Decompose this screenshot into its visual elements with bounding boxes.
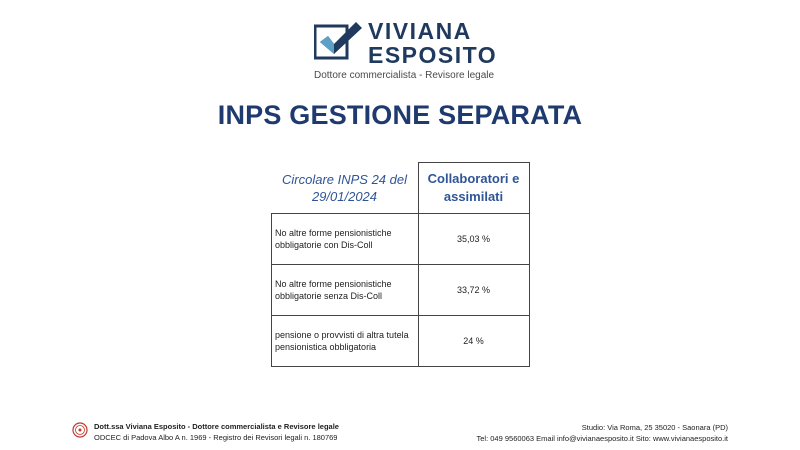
table-row [272,316,530,367]
row-label: No altre forme pensionistiche obbligatorie con Dis-Coll [272,214,419,265]
brand-logo [312,14,498,81]
row-value: 35,03 % [418,214,529,265]
row-label: No altre forme pensionistiche obbligatorie senza Dis-Coll [272,265,419,316]
footer-right [477,422,729,444]
row-value: 24 % [418,316,529,367]
table-header-row [272,163,530,214]
table-header-circolare: Circolare INPS 24 del 29/01/2024 [282,171,407,204]
table-row [272,265,530,316]
checkmark-logo-icon [314,20,364,62]
rates-table [271,162,530,367]
table-row [272,214,530,265]
logo-name-last: ESPOSITO [368,42,498,68]
row-value: 33,72 % [418,265,529,316]
table-header-collaboratori: Collaboratori e assimilati [418,163,529,214]
footer-contacts: Tel: 049 9560063 Email info@vivianaesposito.it Sito: www.vivianaesposito.it [476,434,728,443]
footer-name: Dott.ssa Viviana Esposito - Dottore commercialista e Revisore legale [94,422,339,431]
page-title: INPS GESTIONE SEPARATA [217,100,583,130]
footer-registration: ODCEC di Padova Albo A n. 1969 - Registro dei Revisori legali n. 180769 [94,433,338,442]
row-label: pensione o provvisti di altra tutela pensionistica obbligatoria [272,316,419,367]
footer-address: Studio: Via Roma, 25 35020 - Saonara (PD) [581,423,728,432]
logo-name-first: VIVIANA [368,18,472,44]
logo-tagline: Dottore commercialista - Revisore legale [314,70,495,81]
seal-icon [72,422,88,438]
